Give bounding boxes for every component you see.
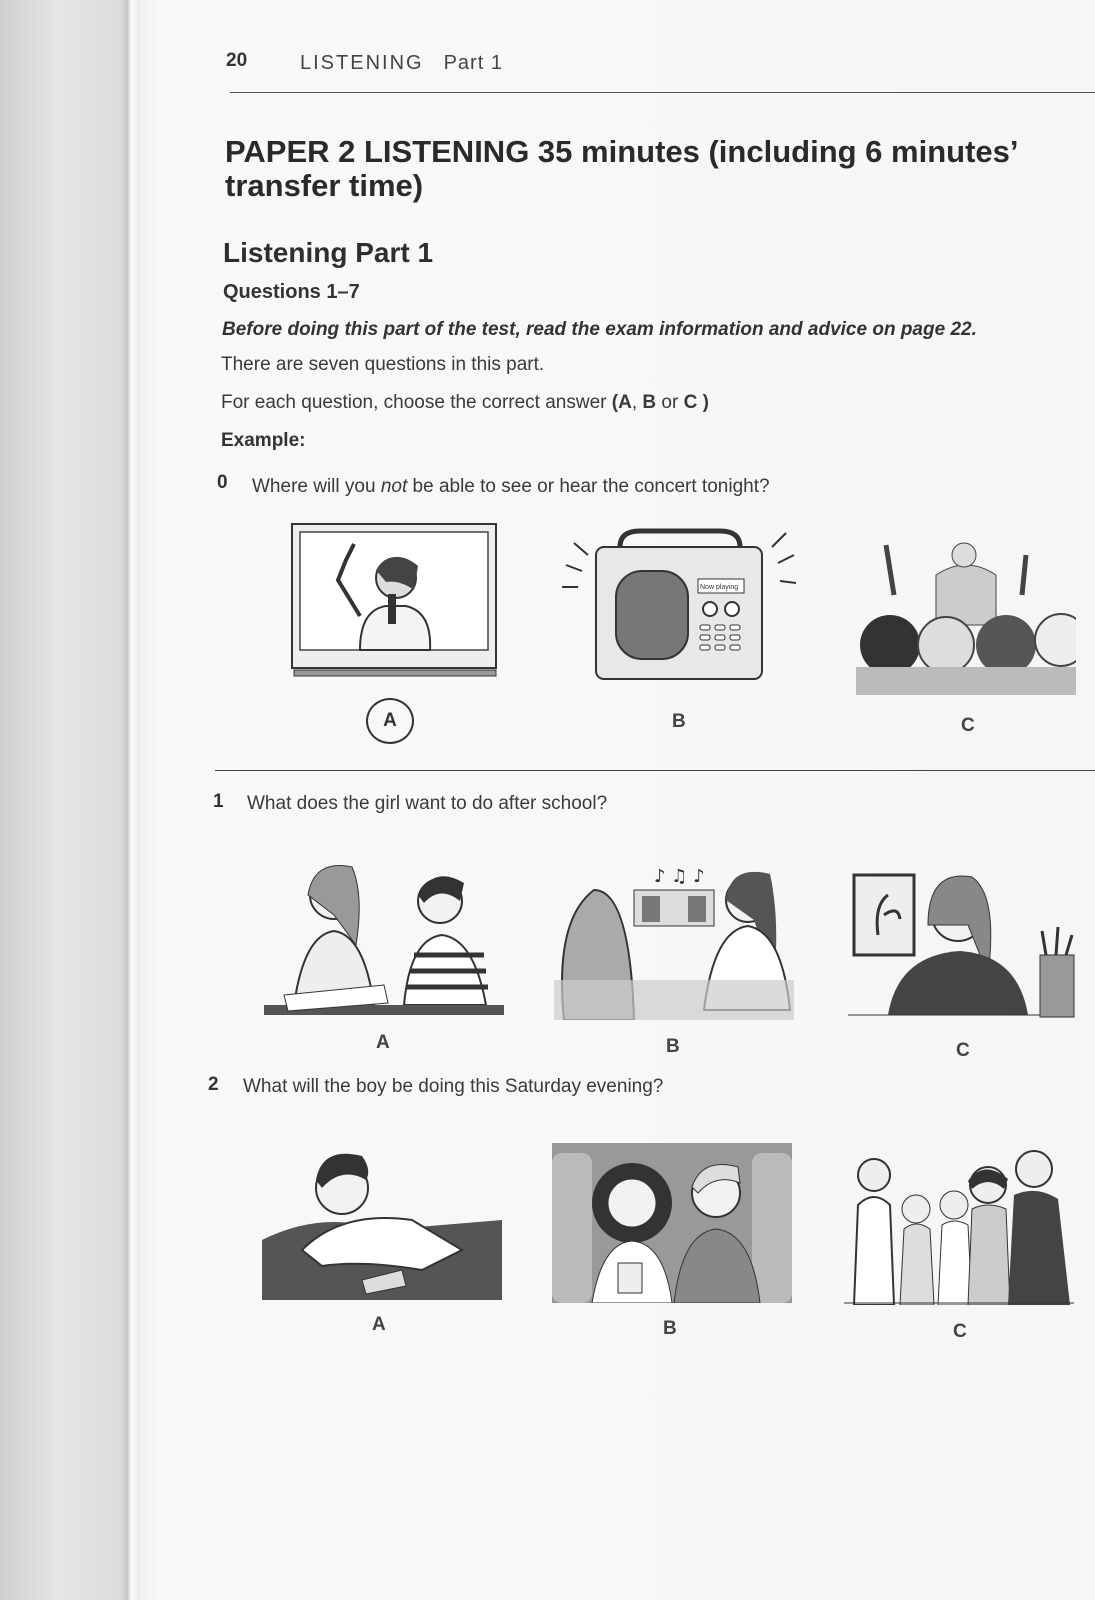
q1-option-a-picture[interactable] — [264, 855, 504, 1015]
q2-option-a-label: A — [372, 1314, 386, 1335]
intro-option-a: (A — [611, 392, 632, 413]
q0-option-c-picture[interactable] — [846, 535, 1076, 695]
intro-text-2-prefix: For each question, choose the correct answer — [221, 392, 612, 413]
intro-option-b: B — [642, 392, 657, 413]
girls-listening-music-icon — [554, 860, 794, 1020]
girls-studying-icon — [264, 855, 504, 1015]
example-label: Example: — [221, 430, 306, 451]
question-0-text — [252, 476, 770, 498]
part-heading: Listening Part 1 — [223, 237, 434, 268]
running-header-section: LISTENING — [300, 52, 424, 74]
q1-option-c-picture[interactable] — [848, 865, 1078, 1025]
questions-range: Questions 1–7 — [223, 281, 360, 303]
q2-option-c-picture[interactable] — [844, 1145, 1074, 1305]
running-header — [300, 52, 503, 75]
q0-option-a-picture[interactable] — [290, 520, 500, 680]
q2-option-a-picture[interactable] — [262, 1140, 502, 1300]
question-1-number: 1 — [213, 791, 224, 812]
q1-option-c-label: C — [956, 1040, 970, 1061]
party-friends-icon — [844, 1145, 1074, 1305]
question-0-text-end: be able to see or hear the concert tonight? — [407, 476, 770, 497]
q2-option-b-picture[interactable] — [552, 1143, 792, 1303]
question-1-text: What does the girl want to do after school? — [247, 793, 608, 814]
page — [140, 0, 1095, 1600]
q0-option-b-label: B — [672, 711, 686, 732]
boy-on-sofa-icon — [262, 1140, 502, 1300]
svg-text:♪ ♫ ♪: ♪ ♫ ♪ — [654, 866, 705, 887]
radio-icon — [560, 525, 800, 685]
tv-icon — [290, 520, 500, 680]
q1-option-a-label: A — [376, 1032, 390, 1053]
intro-option-c: C ) — [683, 392, 709, 413]
header-rule — [230, 92, 1095, 93]
intro-text-2 — [221, 392, 709, 414]
question-2-text: What will the boy be doing this Saturday evening? — [243, 1076, 664, 1097]
question-0-emphasis: not — [380, 476, 408, 497]
intro-text-1: There are seven questions in this part. — [221, 354, 545, 375]
q1-option-b-picture[interactable] — [554, 860, 794, 1020]
question-2-number: 2 — [208, 1074, 219, 1095]
q1-option-b-label: B — [666, 1036, 680, 1057]
couple-at-cinema-icon — [552, 1143, 792, 1303]
radio-display: Now playing — [700, 584, 739, 591]
girl-thinking-icon — [848, 865, 1078, 1025]
q0-selected-answer-circle — [366, 698, 414, 744]
intro-or: or — [656, 392, 684, 413]
q0-selected-label: A — [383, 710, 397, 731]
q0-option-b-picture[interactable] — [560, 525, 800, 685]
paper-title: PAPER 2 LISTENING 35 minutes (including 6 minutes’ transfer time) — [225, 134, 1017, 203]
instruction-text: Before doing this part of the test, read the exam information and advice on page 22. — [222, 319, 977, 340]
running-header-part: Part 1 — [443, 52, 503, 74]
example-divider — [215, 770, 1095, 771]
q0-option-c-label: C — [961, 715, 975, 736]
book-spine — [126, 0, 140, 1600]
intro-sep: , — [631, 392, 643, 413]
q2-option-c-label: C — [953, 1321, 967, 1342]
page-number: 20 — [226, 50, 248, 71]
q2-option-b-label: B — [663, 1318, 677, 1339]
question-0-text-start: Where will you — [252, 476, 381, 497]
concert-crowd-icon — [846, 535, 1076, 695]
question-0-number: 0 — [217, 472, 228, 493]
